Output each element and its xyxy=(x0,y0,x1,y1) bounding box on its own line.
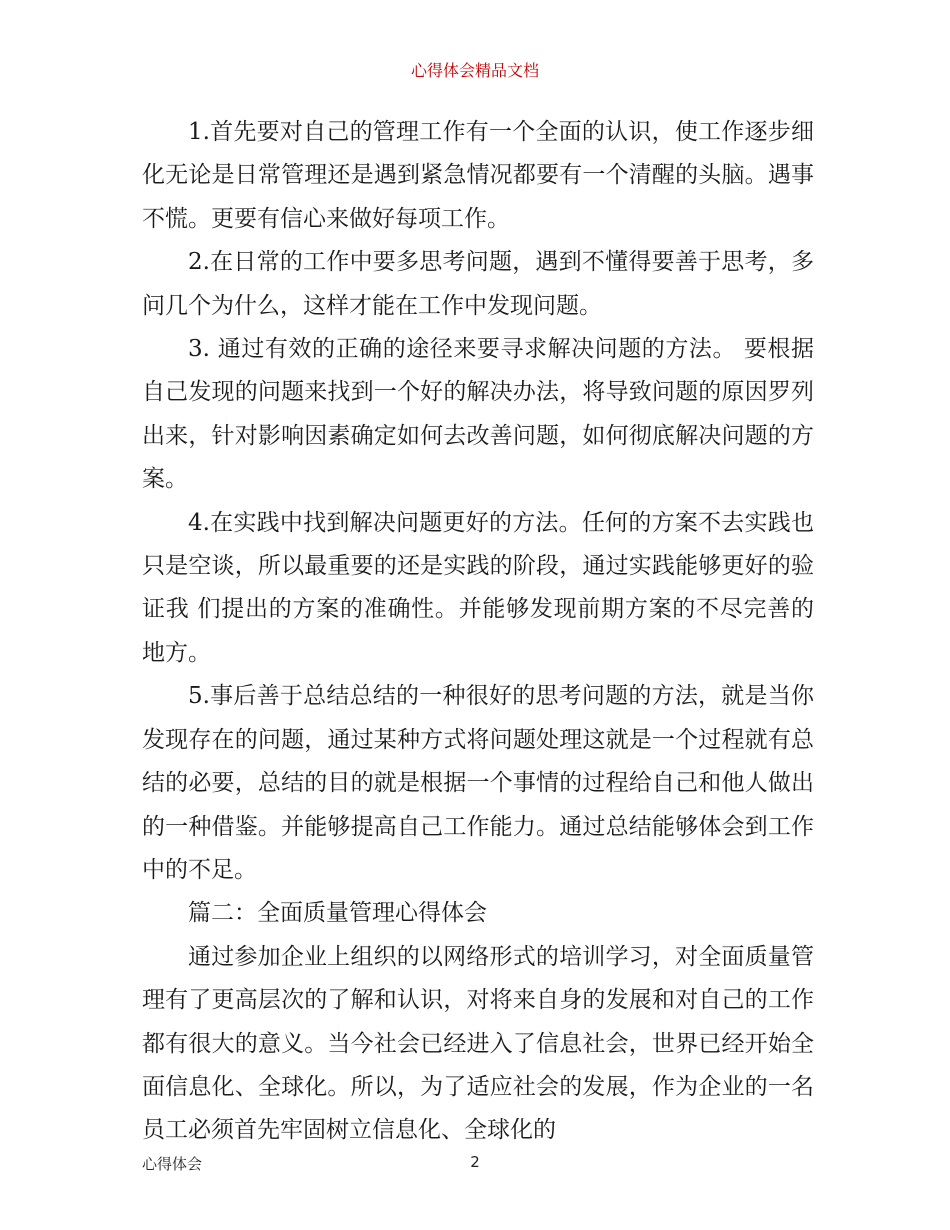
paragraph-point-2: 2.在日常的工作中要多思考问题，遇到不懂得要善于思考，多问几个为什么，这样才能在工作中发现问题。 xyxy=(142,249,814,319)
paragraph-section-intro: 通过参加企业上组织的以网络形式的培训学习，对全面质量管理有了更高层次的了解和认识，对将来自身的发展和对自己的工作都有很大的意义。当今社会已经进入了信息社会，世界已经开始全面信息化、全球化。所以，为了适应社会的发展，作为企业的一名员工必须首先牢固树立信息化、全球化的 xyxy=(142,943,814,1144)
document-body xyxy=(142,111,814,1153)
paragraph-point-4: 4.在实践中找到解决问题更好的方法。任何的方案不去实践也只是空谈，所以最重要的还是实践的阶段，通过实践能够更好的验证我 们提出的方案的准确性。并能够发现前期方案的不尽完善的地方。 xyxy=(142,509,814,666)
paragraph-point-5: 5.事后善于总结总结的一种很好的思考问题的方法，就是当你发现存在的问题，通过某种方式将问题处理这就是一个过程就有总结的必要，总结的目的就是根据一个事情的过程给自己和他人做出的一种借鉴。并能够提高自己工作能力。通过总结能够体会到工作中的不足。 xyxy=(142,683,814,883)
paragraph-point-1: 1.首先要对自己的管理工作有一个全面的认识，使工作逐步细化无论是日常管理还是遇到紧急情况都要有一个清醒的头脑。遇事不慌。更要有信心来做好每项工作。 xyxy=(142,119,814,232)
footer-label: 心得体会 xyxy=(142,1155,203,1173)
page-number: 2 xyxy=(470,1153,480,1171)
document-header-title: 心得体会精品文档 xyxy=(410,61,539,80)
section-heading: 篇二：全面质量管理心得体会 xyxy=(188,900,487,927)
paragraph-point-3: 3. 通过有效的正确的途径来要寻求解决问题的方法。 要根据自己发现的问题来找到一个好的解决办法，将导致问题的原因罗列出来，针对影响因素确定如何去改善问题，如何彻底解决问题的方案。 xyxy=(142,336,814,493)
